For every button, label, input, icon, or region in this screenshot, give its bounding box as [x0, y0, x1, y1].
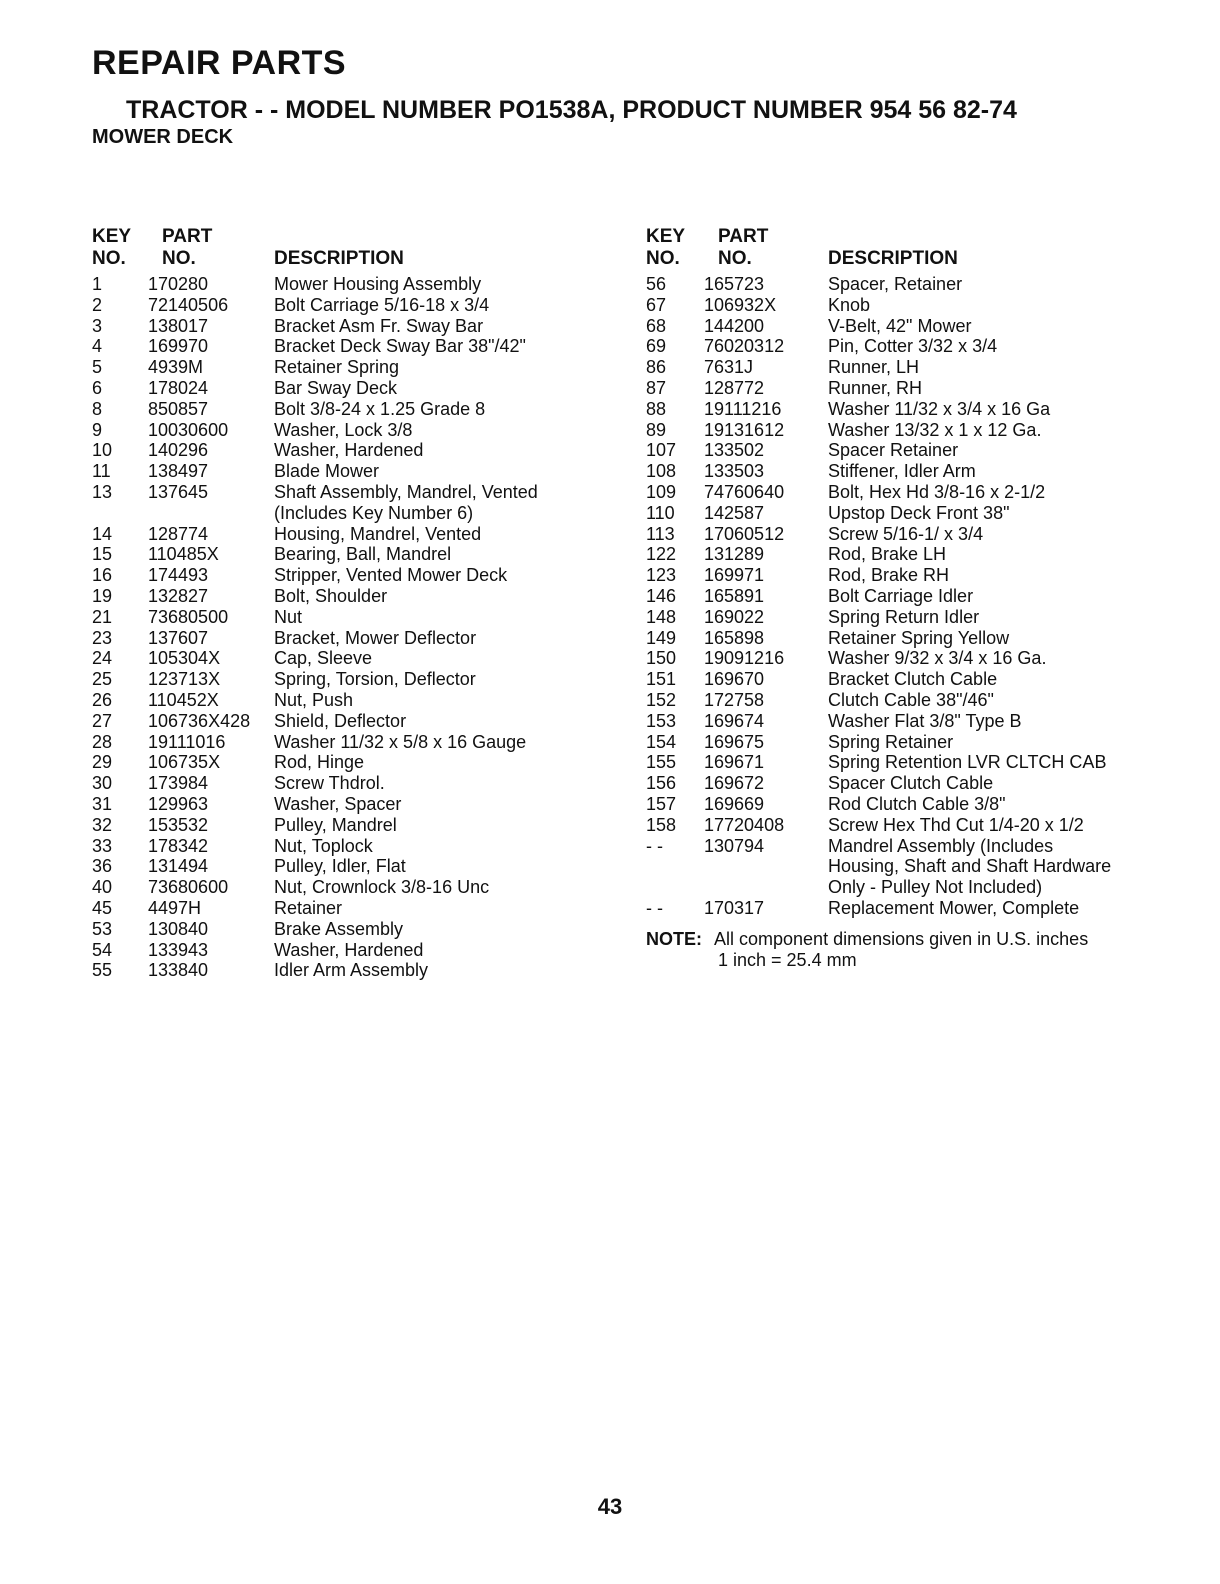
part-no: 169672 — [704, 773, 765, 794]
part-description: Spacer Clutch Cable — [828, 773, 994, 794]
key-no: 148 — [646, 606, 677, 627]
part-no: 165723 — [704, 274, 765, 294]
key-no: 158 — [646, 814, 677, 835]
key-no: 8 — [92, 398, 103, 419]
key-no: 108 — [646, 461, 677, 482]
key-no: 5 — [92, 357, 103, 378]
key-no: 55 — [92, 960, 113, 981]
part-no: 140296 — [148, 440, 209, 461]
key-no: 88 — [646, 398, 667, 419]
part-no: 178342 — [148, 835, 209, 856]
part-description: Spring Return Idler — [828, 606, 980, 627]
part-description: Retainer — [274, 897, 343, 918]
key-no: 13 — [92, 481, 113, 502]
part-description: Stiffener, Idler Arm — [828, 461, 976, 482]
part-description: Bracket Deck Sway Bar 38"/42" — [274, 336, 526, 357]
part-description: Washer 9/32 x 3/4 x 16 Ga. — [828, 648, 1047, 669]
part-no: 173984 — [148, 773, 209, 794]
part-description: Retainer Spring Yellow — [828, 627, 1010, 648]
part-no: 128774 — [148, 523, 209, 544]
key-header-line1: KEY — [646, 226, 686, 247]
part-description: Bearing, Ball, Mandrel — [274, 544, 452, 565]
part-description: Washer, Hardened — [274, 440, 424, 461]
part-description: Nut, Push — [274, 689, 354, 710]
part-no: 169971 — [704, 565, 765, 586]
part-description: Screw Thdrol. — [274, 773, 385, 794]
key-no: 29 — [92, 752, 113, 773]
part-description: Spacer, Retainer — [828, 274, 963, 294]
key-no: 86 — [646, 357, 667, 378]
part-no: 172758 — [704, 689, 765, 710]
part-description: Screw 5/16-1/ x 3/4 — [828, 523, 984, 544]
key-no: 89 — [646, 419, 667, 440]
part-no: 128772 — [704, 377, 765, 398]
key-no: 150 — [646, 648, 677, 669]
part-description: Spring Retainer — [828, 731, 954, 752]
part-no: 169669 — [704, 793, 765, 814]
model-subtitle: TRACTOR - - MODEL NUMBER PO1538A, PRODUCT NUMBER 954 56 82-74 — [126, 96, 1017, 124]
key-no: 109 — [646, 481, 677, 502]
key-no: 10 — [92, 440, 113, 461]
key-no: 113 — [646, 523, 675, 544]
part-no: 130840 — [148, 918, 209, 939]
key-no: 110 — [646, 502, 675, 523]
part-no: 19111216 — [704, 398, 782, 419]
note-label: NOTE: — [646, 928, 702, 949]
key-no: 33 — [92, 835, 113, 856]
part-description: Nut, Crownlock 3/8-16 Unc — [274, 877, 490, 898]
part-description-continued: Only - Pulley Not Included) — [828, 877, 1043, 898]
part-no: 138497 — [148, 461, 209, 482]
part-no: 110452X — [148, 689, 219, 710]
part-no: 170317 — [704, 897, 765, 918]
part-description: Spacer Retainer — [828, 440, 959, 461]
part-description: Pulley, Mandrel — [274, 814, 397, 835]
page-number: 43 — [597, 1494, 623, 1519]
part-description: Bolt 3/8-24 x 1.25 Grade 8 — [274, 398, 486, 419]
part-description: Washer, Hardened — [274, 939, 424, 960]
part-no: 131289 — [704, 544, 765, 565]
part-no: 165898 — [704, 627, 765, 648]
part-no: 10030600 — [148, 419, 229, 440]
part-description-continued: Housing, Shaft and Shaft Hardware — [828, 856, 1112, 877]
part-no: 17060512 — [704, 523, 785, 544]
part-description-continued: (Includes Key Number 6) — [274, 502, 474, 523]
part-description: Clutch Cable 38"/46" — [828, 689, 994, 710]
key-no: 154 — [646, 731, 677, 752]
note-line2: 1 inch = 25.4 mm — [718, 949, 857, 970]
part-no: 19131612 — [704, 419, 785, 440]
part-no: 7631J — [704, 357, 754, 378]
part-header-line1: PART — [162, 226, 213, 247]
part-no: 169022 — [704, 606, 765, 627]
key-no: 28 — [92, 731, 113, 752]
part-no: 169670 — [704, 669, 765, 690]
key-no: 69 — [646, 336, 667, 357]
part-description: Washer, Spacer — [274, 793, 402, 814]
part-no: 131494 — [148, 856, 209, 877]
key-header-line1: KEY — [92, 226, 132, 247]
part-no: 165891 — [704, 585, 765, 606]
key-no: 9 — [92, 419, 103, 440]
part-description: Washer 13/32 x 1 x 12 Ga. — [828, 419, 1042, 440]
part-header-line1: PART — [718, 226, 769, 247]
part-no: 19111016 — [148, 731, 226, 752]
part-description: Replacement Mower, Complete — [828, 897, 1080, 918]
part-description: Washer 11/32 x 3/4 x 16 Ga — [828, 398, 1051, 419]
key-no: 2 — [92, 294, 103, 315]
part-no: 138017 — [148, 315, 209, 336]
key-no: 54 — [92, 939, 113, 960]
part-no: 76020312 — [704, 336, 785, 357]
part-header-line2: NO. — [718, 248, 752, 269]
part-no: 144200 — [704, 315, 765, 336]
key-no: 15 — [92, 544, 113, 565]
key-header-line2: NO. — [646, 248, 680, 269]
key-no: 25 — [92, 669, 113, 690]
part-no: 106736X428 — [148, 710, 251, 731]
part-no: 133503 — [704, 461, 765, 482]
key-no: 153 — [646, 710, 677, 731]
key-no: 107 — [646, 440, 677, 461]
part-description: Rod, Brake LH — [828, 544, 947, 565]
page-title: REPAIR PARTS — [92, 44, 347, 82]
part-description: Spring, Torsion, Deflector — [274, 669, 476, 690]
key-no: 156 — [646, 773, 677, 794]
part-no: 106735X — [148, 752, 221, 773]
description-header: DESCRIPTION — [274, 248, 404, 269]
key-no: 36 — [92, 856, 113, 877]
part-description: Rod Clutch Cable 3/8" — [828, 793, 1006, 814]
key-no: 3 — [92, 315, 103, 336]
key-no: 23 — [92, 627, 113, 648]
part-description: Washer, Lock 3/8 — [274, 419, 413, 440]
part-no: 174493 — [148, 565, 209, 586]
key-no: 149 — [646, 627, 677, 648]
part-description: Stripper, Vented Mower Deck — [274, 565, 508, 586]
key-no: 53 — [92, 918, 113, 939]
key-no: 155 — [646, 752, 677, 773]
part-description: Housing, Mandrel, Vented — [274, 523, 482, 544]
key-header-line2: NO. — [92, 248, 126, 269]
part-description: Shield, Deflector — [274, 710, 407, 731]
key-no: 152 — [646, 689, 677, 710]
part-no: 73680500 — [148, 606, 229, 627]
part-description: Blade Mower — [274, 461, 380, 482]
part-no: 142587 — [704, 502, 765, 523]
key-no: 19 — [92, 585, 113, 606]
part-no: 170280 — [148, 274, 209, 294]
key-no: 30 — [92, 773, 113, 794]
part-description: Screw Hex Thd Cut 1/4-20 x 1/2 — [828, 814, 1084, 835]
note-line1: All component dimensions given in U.S. inches — [714, 928, 1089, 949]
description-header: DESCRIPTION — [828, 248, 958, 269]
part-description: Shaft Assembly, Mandrel, Vented — [274, 481, 538, 502]
part-no: 17720408 — [704, 814, 785, 835]
part-no: 4497H — [148, 897, 202, 918]
key-no: 32 — [92, 814, 113, 835]
part-no: 106932X — [704, 294, 777, 315]
key-no: 157 — [646, 793, 677, 814]
part-description: Spring Retention LVR CLTCH CAB — [828, 752, 1107, 773]
key-no: 45 — [92, 897, 113, 918]
key-no: 1 — [92, 274, 103, 294]
key-no: 6 — [92, 377, 103, 398]
part-description: Brake Assembly — [274, 918, 404, 939]
part-no: 169970 — [148, 336, 209, 357]
part-no: 73680600 — [148, 877, 229, 898]
part-header-line2: NO. — [162, 248, 196, 269]
part-no: 74760640 — [704, 481, 785, 502]
part-description: Mower Housing Assembly — [274, 274, 482, 294]
part-description: Rod, Brake RH — [828, 565, 950, 586]
key-no: 68 — [646, 315, 667, 336]
part-no: 19091216 — [704, 648, 785, 669]
part-no: 137607 — [148, 627, 209, 648]
part-description: Retainer Spring — [274, 357, 400, 378]
key-no: 67 — [646, 294, 667, 315]
part-no: 850857 — [148, 398, 209, 419]
key-no: - - — [646, 897, 663, 918]
part-no: 133840 — [148, 960, 209, 981]
part-no: 72140506 — [148, 294, 229, 315]
key-no: 21 — [92, 606, 113, 627]
part-no: 169675 — [704, 731, 765, 752]
key-no: 146 — [646, 585, 677, 606]
part-description: Bolt Carriage 5/16-18 x 3/4 — [274, 294, 490, 315]
part-description: Runner, LH — [828, 357, 920, 378]
part-description: Washer 11/32 x 5/8 x 16 Gauge — [274, 731, 527, 752]
part-no: 129963 — [148, 793, 209, 814]
part-description: Bolt, Shoulder — [274, 585, 388, 606]
key-no: 40 — [92, 877, 113, 898]
part-description: Bracket, Mower Deflector — [274, 627, 477, 648]
part-description: Runner, RH — [828, 377, 923, 398]
part-description: Washer Flat 3/8" Type B — [828, 710, 1022, 731]
part-no: 132827 — [148, 585, 209, 606]
part-description: Cap, Sleeve — [274, 648, 373, 669]
key-no: 24 — [92, 648, 113, 669]
part-description: Pin, Cotter 3/32 x 3/4 — [828, 336, 998, 357]
part-description: Rod, Hinge — [274, 752, 365, 773]
part-description: Upstop Deck Front 38" — [828, 502, 1010, 523]
part-no: 123713X — [148, 669, 221, 690]
part-no: 133943 — [148, 939, 209, 960]
part-no: 110485X — [148, 544, 219, 565]
part-no: 169674 — [704, 710, 765, 731]
part-description: Pulley, Idler, Flat — [274, 856, 406, 877]
part-description: Idler Arm Assembly — [274, 960, 429, 981]
key-no: 87 — [646, 377, 667, 398]
part-description: Bolt Carriage Idler — [828, 585, 974, 606]
key-no: 14 — [92, 523, 113, 544]
part-description: Bolt, Hex Hd 3/8-16 x 2-1/2 — [828, 481, 1046, 502]
key-no: 26 — [92, 689, 113, 710]
part-no: 130794 — [704, 835, 765, 856]
key-no: 56 — [646, 274, 667, 294]
key-no: 151 — [646, 669, 677, 690]
key-no: 11 — [92, 461, 111, 482]
part-description: Bar Sway Deck — [274, 377, 398, 398]
part-no: 178024 — [148, 377, 209, 398]
key-no: 122 — [646, 544, 677, 565]
part-description: Nut, Toplock — [274, 835, 373, 856]
part-description: Bracket Asm Fr. Sway Bar — [274, 315, 484, 336]
part-no: 169671 — [704, 752, 765, 773]
part-no: 105304X — [148, 648, 221, 669]
part-description: Bracket Clutch Cable — [828, 669, 998, 690]
key-no: 27 — [92, 710, 113, 731]
section-heading: MOWER DECK — [92, 126, 234, 148]
key-no: 123 — [646, 565, 677, 586]
part-no: 153532 — [148, 814, 209, 835]
key-no: 16 — [92, 565, 113, 586]
part-description: Nut — [274, 606, 303, 627]
key-no: 4 — [92, 336, 103, 357]
part-no: 137645 — [148, 481, 209, 502]
part-description: V-Belt, 42" Mower — [828, 315, 972, 336]
key-no: 31 — [92, 793, 113, 814]
part-description: Knob — [828, 294, 871, 315]
part-no: 4939M — [148, 357, 204, 378]
part-no: 133502 — [704, 440, 765, 461]
part-description: Mandrel Assembly (Includes — [828, 835, 1054, 856]
key-no: - - — [646, 835, 663, 856]
